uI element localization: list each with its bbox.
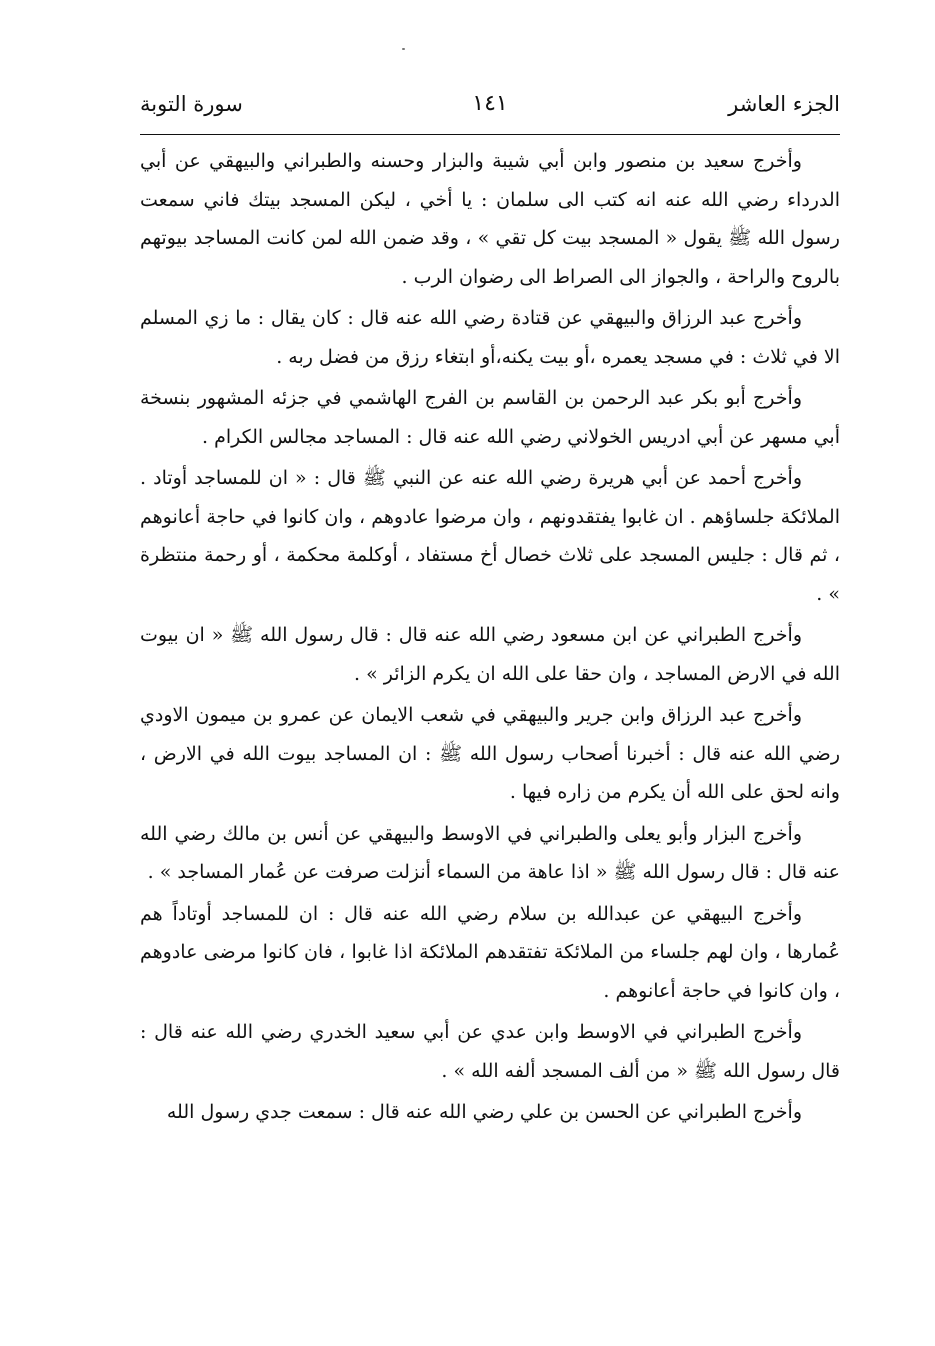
- paragraph: وأخرج الطبراني في الاوسط وابن عدي عن أبي سعيد الخدري رضي الله عنه قال : قال رسول الله ﷺ « من ألف المسجد ألفه الله » .: [140, 1021, 840, 1082]
- scan-speck: [402, 48, 405, 50]
- paragraph: وأخرج الطبراني عن ابن مسعود رضي الله عنه قال : قال رسول الله ﷺ « ان بيوت الله في الارض المساجد ، وان حقا على الله ان يكرم الزائر » .: [140, 624, 840, 685]
- paragraph: وأخرج أبو بكر عبد الرحمن بن القاسم بن الفرج الهاشمي في جزئه المشهور بنسخة أبي مسهر عن أبي ادريس الخولاني رضي الله عنه قال : المساجد مجالس الكرام .: [140, 387, 840, 448]
- paragraph: وأخرج سعيد بن منصور وابن أبي شيبة والبزار وحسنه والطبراني والبيهقي عن أبي الدرداء رضي الله عنه انه كتب الى سلمان : يا أخي ، ليكن المسجد بيتك فاني سمعت رسول الله ﷺ يقول « المسجد بيت كل تقي » ، وقد ضمن الله لمن كانت المساجد بيوتهم بالروح والراحة ، والجواز الى الصراط الى رضوان الرب .: [140, 150, 840, 288]
- page-number: ١٤١: [472, 91, 508, 116]
- paragraph: وأخرج البزار وأبو يعلى والطبراني في الاوسط والبيهقي عن أنس بن مالك رضي الله عنه قال : قال رسول الله ﷺ « اذا عاهة من السماء أنزلت صرفت عن عُمار المساجد » .: [140, 822, 840, 883]
- paragraph: وأخرج عبد الرزاق والبيهقي عن قتادة رضي الله عنه قال : كان يقال : ما زي المسلم الا في ثلاث : في مسجد يعمره ،أو بيت يكنه،أو ابتغاء رزق من فضل ربه .: [140, 307, 840, 368]
- running-head-surah: سورة التوبة: [140, 92, 243, 116]
- paragraph: وأخرج أحمد عن أبي هريرة رضي الله عنه عن النبي ﷺ قال : « ان للمساجد أوتاد . الملائكة جلساؤهم . ان غابوا يفتقدونهم ، وان مرضوا عادوهم ، وان كانوا في حاجة أعانوهم ، ثم قال : جليس المسجد على ثلاث خصال أخ مستفاد ، أوكلمة محكمة ، أو رحمة منتظرة » .: [140, 467, 840, 605]
- paragraph: وأخرج عبد الرزاق وابن جرير والبيهقي في شعب الايمان عن عمرو بن ميمون الاودي رضي الله عنه قال : أخبرنا أصحاب رسول الله ﷺ : ان المساجد بيوت الله في الارض ، وانه لحق على الله أن يكرم من زاره فيها .: [140, 704, 840, 803]
- running-head-part: الجزء العاشر: [728, 92, 840, 116]
- header-rule: [140, 134, 840, 135]
- page-header: [140, 84, 840, 124]
- paragraph: وأخرج الطبراني عن الحسن بن علي رضي الله عنه قال : سمعت جدي رسول الله: [166, 1101, 802, 1123]
- paragraph: وأخرج البيهقي عن عبدالله بن سلام رضي الله عنه قال : ان للمساجد أوتاداً هم عُمارها ، وان لهم جلساء من الملائكة تفتقدهم الملائكة اذا غابوا ، فان كانوا مرضى عادوهم ، وان كانوا في حاجة أعانوهم .: [140, 902, 840, 1002]
- page-body: [140, 142, 840, 1132]
